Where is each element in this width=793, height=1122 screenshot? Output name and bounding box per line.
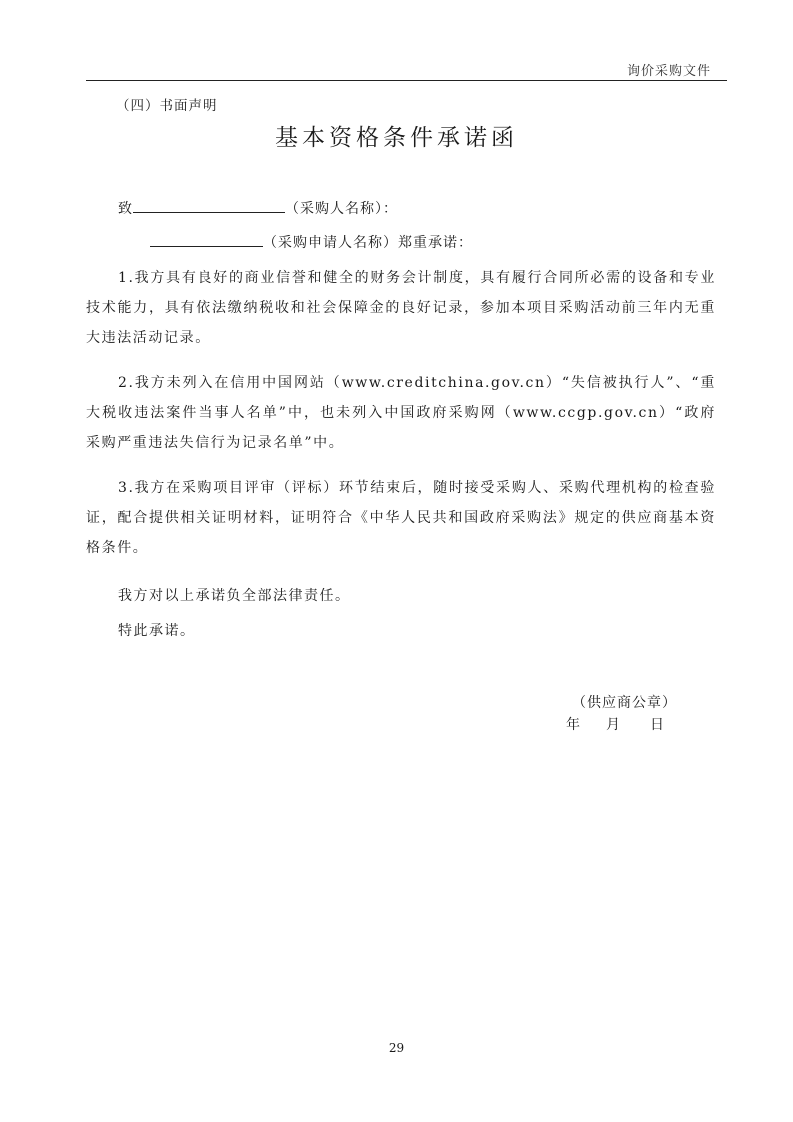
date-year: 年 <box>566 717 580 733</box>
commitment-1: 1.我方具有良好的商业信誉和健全的财务会计制度，具有履行合同所必需的设备和专业技术能力，具有依法缴纳税收和社会保障金的良好记录，参加本项目采购活动前三年内无重大违法活动记录。 <box>86 270 716 346</box>
closing-statement: 特此承诺。 <box>118 623 196 639</box>
liability-statement: 我方对以上承诺负全部法律责任。 <box>118 588 351 604</box>
commitment-2: 2.我方未列入在信用中国网站（www.creditchina.gov.cn）“失信被执行人”、“重大税收违法案件当事人名单”中，也未列入中国政府采购网（www.ccgp.gov.cn）“政府采购严重违法失信行为记录名单”中。 <box>86 375 716 451</box>
date-line <box>566 714 664 734</box>
date-month: 月 <box>606 717 620 733</box>
applicant-suffix: （采购申请人名称）郑重承诺： <box>263 235 473 251</box>
page-number: 29 <box>388 1041 405 1055</box>
document-title: 基本资格条件承诺函 <box>275 125 518 151</box>
addressee-prefix: 致 <box>118 201 133 217</box>
applicant-name-blank <box>150 232 263 247</box>
document-type-label: 询价采购文件 <box>626 64 711 79</box>
header-divider <box>86 80 727 81</box>
purchaser-name-blank <box>133 198 285 213</box>
addressee-suffix: （采购人名称）： <box>285 201 398 217</box>
applicant-line <box>150 232 473 252</box>
section-label: （四）书面声明 <box>116 98 218 114</box>
supplier-seal-label: （供应商公章） <box>572 695 677 711</box>
addressee-line <box>118 198 398 218</box>
commitment-3: 3.我方在采购项目评审（评标）环节结束后，随时接受采购人、采购代理机构的检查验证，配合提供相关证明材料，证明符合《中华人民共和国政府采购法》规定的供应商基本资格条件。 <box>86 480 716 556</box>
date-day: 日 <box>650 717 664 733</box>
